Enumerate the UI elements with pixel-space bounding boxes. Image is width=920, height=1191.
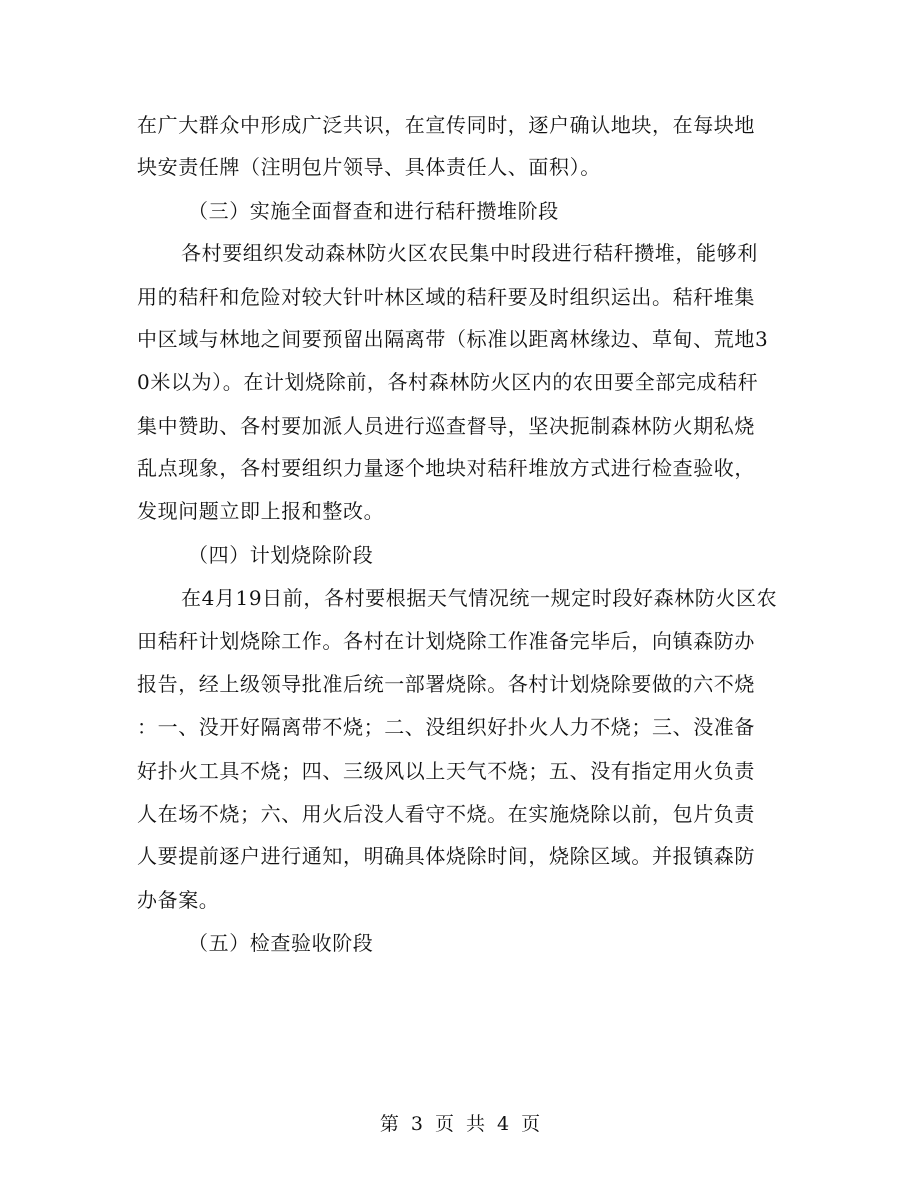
footer-ye: 页 bbox=[521, 1113, 541, 1135]
paragraph-line: 好扑火工具不烧；四、三级风以上天气不烧；五、没有指定用火负责 bbox=[137, 759, 755, 783]
paragraph-line: 块安责任牌（注明包片领导、具体责任人、面积）。 bbox=[137, 155, 601, 179]
paragraph-line: 用的秸秆和危险对较大针叶林区域的秸秆要及时组织运出。秸秆堆集 bbox=[137, 285, 755, 309]
current-page-number: 3 bbox=[410, 1113, 423, 1135]
paragraph-line: 集中赞助、各村要加派人员进行巡查督导，坚决扼制森林防火期私烧 bbox=[137, 414, 755, 438]
paragraph-line: 办备案。 bbox=[137, 888, 220, 912]
section-heading-5: （五）检查验收阶段 bbox=[188, 931, 374, 955]
paragraph-line: 人在场不烧；六、用火后没人看守不烧。在实施烧除以前，包片负责 bbox=[137, 802, 755, 826]
footer-ye: 页 bbox=[434, 1113, 454, 1135]
paragraph-line: 人要提前逐户进行通知，明确具体烧除时间，烧除区域。并报镇森防 bbox=[137, 844, 755, 868]
paragraph-line: 田秸秆计划烧除工作。各村在计划烧除工作准备完毕后，向镇森防办 bbox=[137, 629, 755, 653]
section-heading-4: （四）计划烧除阶段 bbox=[188, 543, 374, 567]
paragraph-line: 报告，经上级领导批准后统一部署烧除。各村计划烧除要做的六不烧 bbox=[137, 672, 755, 696]
paragraph-line: 在4月19日前，各村要根据天气情况统一规定时段好森林防火区农 bbox=[181, 586, 778, 610]
paragraph-line: 中区域与林地之间要预留出隔离带（标准以距离林缘边、草甸、荒地3 bbox=[137, 327, 769, 351]
footer-gong: 共 bbox=[466, 1113, 486, 1135]
section-heading-3: （三）实施全面督查和进行秸秆攒堆阶段 bbox=[188, 199, 559, 223]
paragraph-line: ：一、没开好隔离带不烧；二、没组织好扑火人力不烧；三、没准备 bbox=[137, 715, 755, 739]
total-pages-number: 4 bbox=[497, 1113, 510, 1135]
page-footer bbox=[0, 1111, 920, 1137]
paragraph-line: 发现问题立即上报和整改。 bbox=[137, 499, 385, 523]
paragraph-line: 0米以为）。在计划烧除前，各村森林防火区内的农田要全部完成秸秆 bbox=[137, 370, 759, 394]
footer-di: 第 bbox=[379, 1113, 399, 1135]
paragraph-line: 在广大群众中形成广泛共识，在宣传同时，逐户确认地块，在每块地 bbox=[137, 113, 755, 137]
paragraph-line: 各村要组织发动森林防火区农民集中时段进行秸秆攒堆，能够利 bbox=[181, 241, 758, 265]
paragraph-line: 乱点现象，各村要组织力量逐个地块对秸秆堆放方式进行检查验收， bbox=[137, 456, 755, 480]
